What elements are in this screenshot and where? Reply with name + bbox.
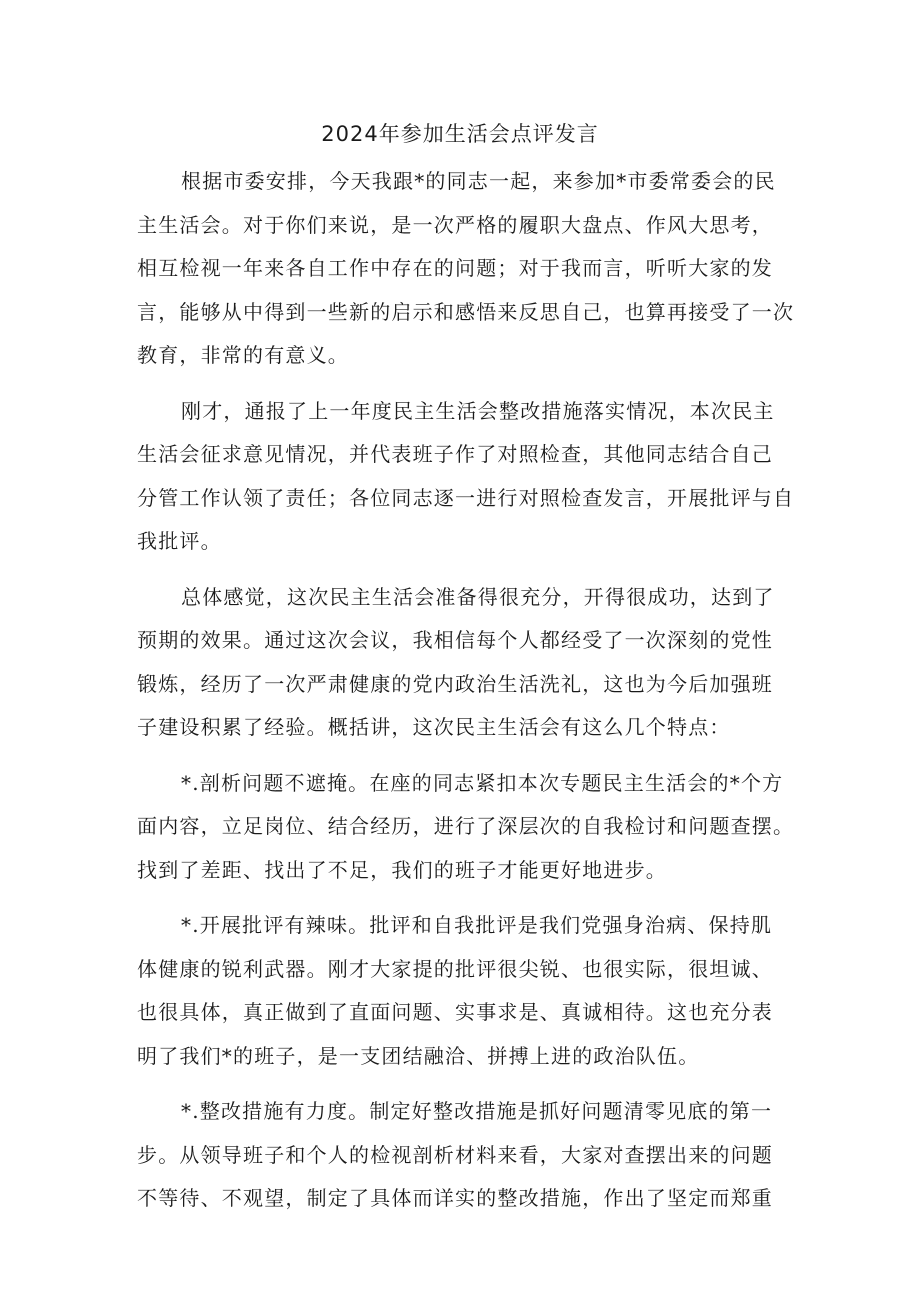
text-line: *.整改措施有力度。制定好整改措施是抓好问题清零见底的第一 xyxy=(181,1099,773,1123)
text-line: 子建设积累了经验。概括讲，这次民主生活会有这么几个特点： xyxy=(137,715,731,739)
text-line: *.剖析问题不遮掩。在座的同志紧扣本次专题民主生活会的*个方 xyxy=(181,770,784,795)
text-line: *.开展批评有辣味。批评和自我批评是我们党强身治病、保持肌 xyxy=(181,913,773,937)
text-line: 面内容，立足岗位、结合经历，进行了深层次的自我检讨和问题查摆。 xyxy=(137,814,795,838)
text-line: 步。从领导班子和个人的检视剖析材料来看，大家对查摆出来的问题 xyxy=(137,1142,773,1167)
document-title: 2024年参加生活会点评发言 xyxy=(321,122,599,146)
text-line: 生活会征求意见情况，并代表班子作了对照检查，其他同志结合自己 xyxy=(137,442,773,466)
text-line: 不等待、不观望，制定了具体而详实的整改措施，作出了坚定而郑重 xyxy=(137,1186,773,1210)
text-line: 根据市委安排，今天我跟*的同志一起，来参加*市委常委会的民 xyxy=(181,169,776,193)
text-line: 体健康的锐利武器。刚才大家提的批评很尖锐、也很实际，很坦诚、 xyxy=(137,956,773,981)
paragraph xyxy=(137,762,805,893)
paragraph xyxy=(137,1090,805,1221)
text-line: 找到了差距、找出了不足，我们的班子才能更好地进步。 xyxy=(137,857,667,882)
paragraph xyxy=(137,160,805,378)
text-line: 预期的效果。通过这次会议，我相信每个人都经受了一次深刻的党性 xyxy=(137,628,773,652)
text-line: 主生活会。对于你们来说，是一次严格的履职大盘点、作风大思考， xyxy=(137,212,773,237)
text-line: 分管工作认领了责任；各位同志逐一进行对照检查发言，开展批评与自 xyxy=(137,485,795,510)
text-line: 锻炼，经历了一次严肃健康的党内政治生活洗礼，这也为今后加强班 xyxy=(137,671,773,696)
text-line: 总体感觉，这次民主生活会准备得很充分，开得很成功，达到了 xyxy=(181,584,775,609)
text-line: 我批评。 xyxy=(137,529,222,553)
text-line: 明了我们*的班子，是一支团结融洽、拼搏上进的政治队伍。 xyxy=(137,1043,700,1068)
text-line: 也很具体，真正做到了直面问题、实事求是、真诚相待。这也充分表 xyxy=(137,1000,773,1024)
paragraph xyxy=(137,904,805,1078)
text-line: 刚才，通报了上一年度民主生活会整改措施落实情况，本次民主 xyxy=(181,398,775,423)
paragraph xyxy=(137,390,805,564)
text-line: 相互检视一年来各自工作中存在的问题；对于我而言，听听大家的发 xyxy=(137,256,773,280)
text-line: 言，能够从中得到一些新的启示和感悟来反思自己，也算再接受了一次 xyxy=(137,299,795,324)
paragraph xyxy=(137,576,805,750)
document-body xyxy=(137,160,805,1233)
text-line: 教育，非常的有意义。 xyxy=(137,343,349,367)
